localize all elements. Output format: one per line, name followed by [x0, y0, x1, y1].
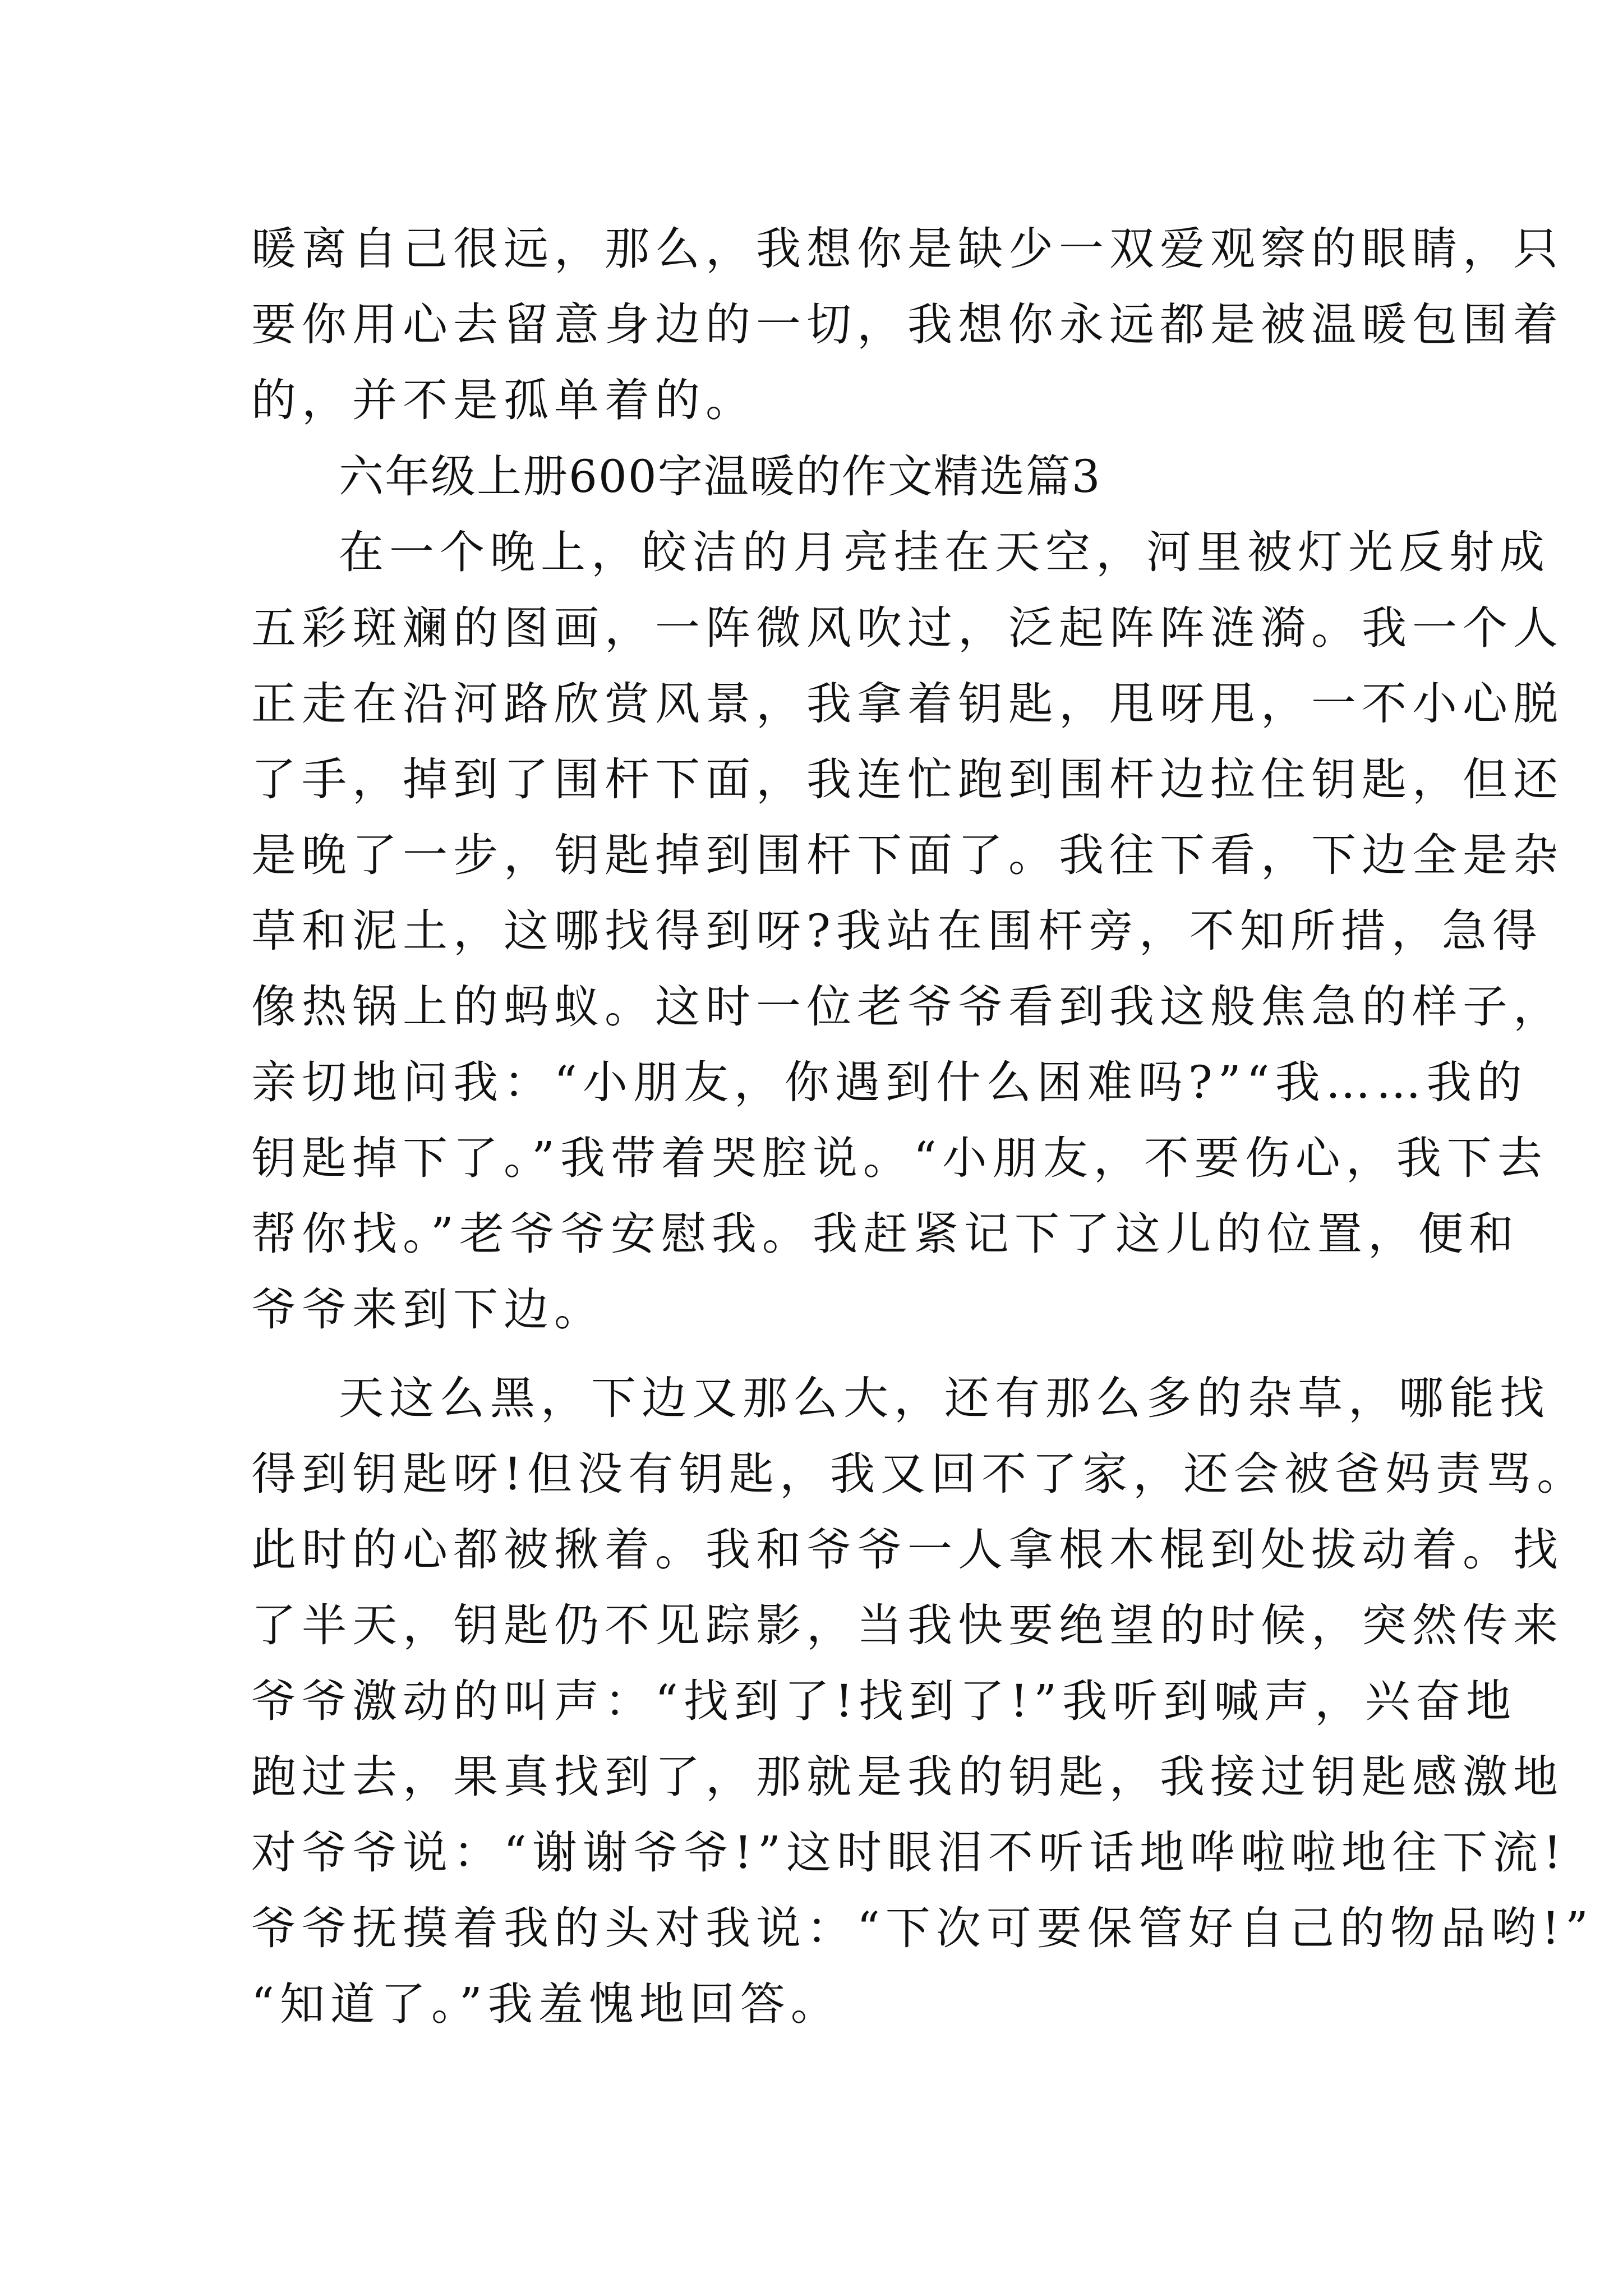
text-line: 帮你找。”老爷爷安慰我。我赶紧记下了这儿的位置，便和 — [251, 1208, 1519, 1260]
text-line: 要你用心去留意身边的一切，我想你永远都是被温暖包围着 — [251, 298, 1564, 351]
text-line: 像热锅上的蚂蚁。这时一位老爷爷看到我这般焦急的样子， — [251, 981, 1564, 1033]
text-line: 的，并不是孤单着的。 — [251, 374, 756, 426]
text-line: 对爷爷说：“谢谢爷爷!”这时眼泪不听话地哗啦啦地往下流! — [251, 1826, 1567, 1879]
text-line: 爷爷激动的叫声：“找到了!找到了!”我听到喊声，兴奋地 — [251, 1675, 1517, 1727]
text-line: 爷爷来到下边。 — [251, 1283, 605, 1336]
text-line: 暖离自己很远，那么，我想你是缺少一双爱观察的眼睛，只 — [251, 223, 1564, 275]
text-line: 跑过去，果真找到了，那就是我的钥匙，我接过钥匙感激地 — [251, 1751, 1564, 1803]
text-line: 此时的心都被揪着。我和爷爷一人拿根木棍到处拔动着。找 — [251, 1524, 1564, 1576]
paragraph-first-line: 在一个晚上，皎洁的月亮挂在天空，河里被灯光反射成 — [339, 526, 1550, 578]
section-title: 六年级上册600字温暖的作文精选篇3 — [339, 450, 1101, 503]
text-line: 草和泥土，这哪找得到呀?我站在围杆旁，不知所措，急得 — [251, 905, 1543, 957]
text-line: 钥匙掉下了。”我带着哭腔说。“小朋友，不要伤心，我下去 — [251, 1132, 1548, 1184]
text-line: 了半天，钥匙仍不见踪影，当我快要绝望的时候，突然传来 — [251, 1599, 1564, 1651]
paragraph-first-line: 天这么黑，下边又那么大，还有那么多的杂草，哪能找 — [339, 1372, 1550, 1424]
text-line: 得到钥匙呀!但没有钥匙，我又回不了家，还会被爸妈责骂。 — [251, 1448, 1588, 1500]
text-line: 爷爷抚摸着我的头对我说：“下次可要保管好自己的物品哟!” — [251, 1902, 1594, 1954]
text-line: 了手，掉到了围杆下面，我连忙跑到围杆边拉住钥匙，但还 — [251, 753, 1564, 806]
text-line: 亲切地问我：“小朋友，你遇到什么困难吗?”“我……我的 — [251, 1056, 1528, 1108]
text-line: 是晚了一步，钥匙掉到围杆下面了。我往下看，下边全是杂 — [251, 829, 1564, 881]
text-line: “知道了。”我羞愧地回答。 — [251, 1978, 841, 2030]
text-line: 五彩斑斓的图画，一阵微风吹过，泛起阵阵涟漪。我一个人 — [251, 602, 1564, 654]
text-line: 正走在沿河路欣赏风景，我拿着钥匙，甩呀甩，一不小心脱 — [251, 678, 1564, 730]
